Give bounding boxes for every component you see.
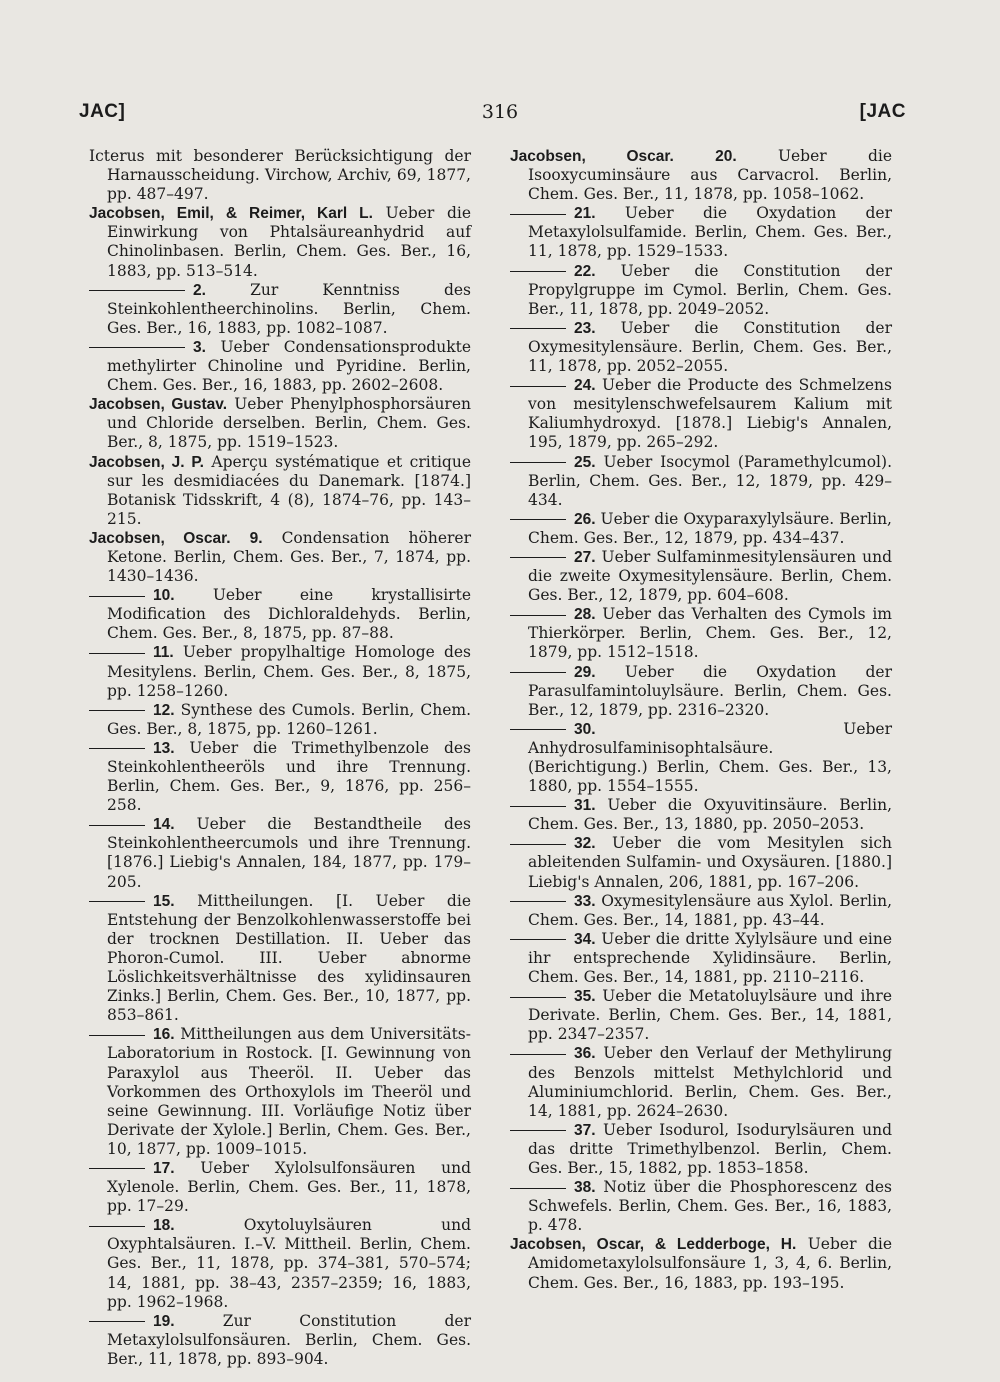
entry-text: Ueber Sulfaminmesitylensäuren und die zweite Oxymesitylensäure. Berlin, Chem. Ges. Ber., 12, 1879, pp. 604–608. [528,547,892,605]
bibliography-entry [89,586,471,643]
entry-number: 38. [574,1179,596,1197]
ditto-rule [510,1130,566,1131]
entry-text: Ueber die Oxyparaxylylsäure. Berlin, Chem. Ges. Ber., 12, 1879, pp. 434–437. [528,509,892,547]
entry-text: Ueber das Verhalten des Cymols im Thierkörper. Berlin, Chem. Ges. Ber., 12, 1879, pp. 1512–1518. [528,605,892,662]
entry-number: 24. [574,377,596,395]
entry-text: Aperçu systématique et critique sur les desmidiacées du Danemark. [1874.] Botanisk Tidsskrift, 4 (8), 1874–76, pp. 143–215. [107,452,471,528]
entry-text: Oxytoluylsäuren und Oxyphtalsäuren. I.–V. Mittheil. Berlin, Chem. Ges. Ber., 11, 1878, pp. 374–381, 570–574; 14, 1881, pp. 38–43, 2357–2359; 16, 1883, pp. 1962–1968. [107,1216,471,1311]
entry-number: 30. [574,720,596,738]
entry-number: 10. [153,587,175,605]
ditto-rule [510,844,566,845]
bibliography-entry [510,663,892,720]
entry-number: 19. [153,1312,175,1330]
bibliography-entry [89,701,471,739]
entry-number: 37. [574,1121,596,1139]
entry-text: Ueber die Amidometaxylolsulfonsäure 1, 3, 4, 6. Berlin, Chem. Ges. Ber., 16, 1883, pp. 193–195. [528,1235,892,1292]
ditto-rule [89,710,145,711]
entry-text: Ueber die Bestandtheile des Steinkohlentheercumols und ihre Trennung. [1876.] Liebig's Annalen, 184, 1877, pp. 179–205. [107,815,471,891]
left-column [89,147,471,1369]
running-head-right: [JAC [859,101,906,122]
bibliography-entry [89,1025,471,1159]
bibliography-entry [89,395,471,452]
bibliography-entry [510,720,892,796]
entry-author: Jacobsen, Oscar. [510,148,674,165]
ditto-rule [510,997,566,998]
entry-author: Jacobsen, Emil, & Reimer, Karl L. [89,205,373,223]
bibliography-entry [510,147,892,204]
entry-number: 12. [153,701,175,719]
entry-text: Ueber den Verlauf der Methylirung des Benzols mittelst Methylchlorid und Aluminiumchlorid. Berlin, Chem. Ges. Ber., 14, 1881, pp. 2624–2630. [528,1044,892,1120]
entry-author: Jacobsen, Oscar. [89,529,231,547]
entry-text: Ueber die Trimethylbenzole des Steinkohlentheeröls und ihre Trennung. Berlin, Chem. Ges. Ber., 9, 1876, pp. 256–258. [107,738,471,815]
bibliography-entry [510,510,892,548]
entry-number: 3. [193,338,206,356]
entry-text: Ueber die Metatoluylsäure und ihre Derivate. Berlin, Chem. Ges. Ber., 14, 1881, pp. 2347–2357. [528,987,892,1044]
entry-text: Zur Constitution der Metaxylolsulfonsäuren. Berlin, Chem. Ges. Ber., 11, 1878, pp. 893–904. [107,1311,471,1368]
entry-number: 17. [153,1159,175,1177]
ditto-rule [510,615,566,616]
entry-text: Ueber eine krystallisirte Modification des Dichloraldehyds. Berlin, Chem. Ges. Ber., 8, 1875, pp. 87–88. [107,586,471,643]
bibliography-entry [510,548,892,605]
entry-number: 18. [153,1217,175,1235]
entry-number: 23. [574,319,596,337]
bibliography-entry [89,453,471,529]
bibliography-entry [89,1216,471,1311]
entry-author: Jacobsen, Oscar, & Ledderboge, H. [510,1236,797,1254]
entry-author: Jacobsen, Gustav. [89,396,228,414]
ditto-rule [510,386,566,387]
ditto-rule [89,1226,145,1227]
ditto-rule [89,1321,145,1322]
entry-text: Icterus mit besonderer Berücksichtigung der Harnausscheidung. Virchow, Archiv, 69, 1877, pp. 487–497. [89,147,471,204]
entry-text: Ueber Isocymol (Paramethylcumol). Berlin, Chem. Ges. Ber., 12, 1879, pp. 429–434. [528,452,892,509]
entry-number: 2. [193,281,206,299]
ditto-rule [510,271,566,272]
ditto-rule [510,462,566,463]
entry-number: 13. [153,739,175,757]
entry-text: Ueber die Constitution der Oxymesitylensäure. Berlin, Chem. Ges. Ber., 11, 1878, pp. 2052–2055. [528,318,892,376]
bibliography-entry [510,892,892,930]
entry-text: Condensation höherer Ketone. Berlin, Chem. Ges. Ber., 7, 1874, pp. 1430–1436. [107,528,471,586]
entry-text: Ueber die Oxydation der Metaxylolsulfamide. Berlin, Chem. Ges. Ber., 11, 1878, pp. 1529–1533. [528,204,892,261]
entry-text: Ueber Isodurol, Isodurylsäuren und das dritte Trimethylbenzol. Berlin, Chem. Ges. Ber., 15, 1882, pp. 1853–1858. [528,1120,892,1177]
entry-text: Zur Kenntniss des Steinkohlentheerchinolins. Berlin, Chem. Ges. Ber., 16, 1883, pp. 1082–1087. [107,280,471,337]
ditto-rule [89,1168,145,1169]
ditto-rule [89,901,145,902]
ditto-rule [510,806,566,807]
entry-text: Ueber Anhydrosulfaminisophtalsäure. (Berichtigung.) Berlin, Chem. Ges. Ber., 13, 1880, pp. 1554–1555. [528,719,892,796]
bibliography-entry [510,605,892,662]
entry-text: Notiz über die Phosphorescenz des Schwefels. Berlin, Chem. Ges. Ber., 16, 1883, p. 478. [528,1178,892,1235]
entry-text: Ueber die Einwirkung von Phtalsäureanhydrid auf Chinolinbasen. Berlin, Chem. Ges. Ber., 16, 1883, pp. 513–514. [107,204,471,280]
ditto-rule [510,519,566,520]
ditto-rule [89,596,145,597]
entry-number: 9. [249,529,263,547]
entry-number: 14. [153,816,175,834]
ditto-rule [89,653,145,654]
entry-number: 11. [153,644,174,662]
ditto-rule [510,1054,566,1055]
entry-text: Mittheilungen aus dem Universitäts-Laboratorium in Rostock. [I. Gewinnung von Paraxylol aus Theeröl. II. Ueber das Vorkommen des Orthoxylols im Theeröl und seine Gewinnung. III. Vorläufige Notiz über Derivate der Xylole.] Berlin, Chem. Ges. Ber., 10, 1877, pp. 1009–1015. [107,1025,471,1158]
entry-text: Ueber die dritte Xylylsäure und eine ihr entsprechende Xylidinsäure. Berlin, Chem. Ges. Ber., 14, 1881, pp. 2110–2116. [528,929,892,987]
bibliography-entry [510,796,892,834]
entry-text: Synthese des Cumols. Berlin, Chem. Ges. Ber., 8, 1875, pp. 1260–1261. [107,700,471,738]
entry-number: 32. [574,835,596,853]
entry-number: 20. [715,148,737,165]
entry-text: Mittheilungen. [I. Ueber die Entstehung der Benzolkohlenwasserstoffe bei der trocknen Destillation. II. Ueber das Phoron-Cumol. III. Ueber abnorme Löslichkeitsverhältnisse des xylidinsauren Zinks.] Berlin, Chem. Ges. Ber., 10, 1877, pp. 853–861. [107,891,471,1025]
bibliography-entry [89,281,471,338]
bibliography-entry [510,204,892,261]
entry-text: Ueber propylhaltige Homologe des Mesitylens. Berlin, Chem. Ges. Ber., 8, 1875, pp. 1258–1260. [107,643,471,700]
entry-number: 25. [574,453,596,471]
entry-number: 16. [153,1026,175,1044]
ditto-rule [510,729,566,730]
ditto-rule [510,901,566,902]
bibliography-entry [89,204,471,280]
entry-text: Ueber die Constitution der Propylgruppe im Cymol. Berlin, Chem. Ges. Ber., 11, 1878, pp. 2049–2052. [528,261,892,318]
bibliography-entry [89,892,471,1026]
bibliography-entry [89,338,471,395]
entry-number: 29. [574,663,596,681]
running-head-left: JAC] [79,101,126,122]
bibliography-entry [510,1235,892,1292]
entry-number: 33. [574,892,596,910]
entry-text: Ueber die vom Mesitylen sich ableitenden Sulfamin- und Oxysäuren. [1880.] Liebig's Annalen, 206, 1881, pp. 167–206. [528,834,892,891]
bibliography-entry [510,319,892,376]
bibliography-entry [89,1159,471,1216]
ditto-rule [89,290,185,291]
bibliography-entry [89,815,471,891]
entry-author: Jacobsen, J. P. [89,453,204,471]
bibliography-entry [510,1178,892,1235]
bibliography-entry [89,529,471,586]
entry-text: Ueber Phenylphosphorsäuren und Chloride derselben. Berlin, Chem. Ges. Ber., 8, 1875, pp. 1519–1523. [107,395,471,452]
entry-number: 31. [574,797,596,815]
ditto-rule [510,557,566,558]
bibliography-entry [510,834,892,891]
bibliography-entry [89,643,471,700]
entry-text: Ueber die Isooxycuminsäure aus Carvacrol. Berlin, Chem. Ges. Ber., 11, 1878, pp. 1058–1062. [528,147,892,204]
entry-number: 26. [574,510,596,528]
bibliography-entry [510,453,892,510]
ditto-rule [510,214,566,215]
bibliography-entry [510,987,892,1044]
entry-text: Ueber Xylolsulfonsäuren und Xylenole. Berlin, Chem. Ges. Ber., 11, 1878, pp. 17–29. [107,1158,471,1216]
bibliography-entry [510,1044,892,1120]
page-number: 316 [481,101,519,123]
entry-number: 36. [574,1045,596,1063]
ditto-rule [89,825,145,826]
bibliography-entry [89,147,471,204]
bibliography-entry [510,930,892,987]
ditto-rule [510,939,566,940]
entry-number: 15. [153,892,175,910]
bibliography-entry [510,376,892,452]
ditto-rule [89,347,185,348]
entry-number: 21. [574,205,596,223]
ditto-rule [510,672,566,673]
bibliography-entry [510,262,892,319]
entry-text: Ueber die Oxydation der Parasulfamintoluylsäure. Berlin, Chem. Ges. Ber., 12, 1879, pp. 2316–2320. [528,662,892,719]
entry-text: Ueber die Oxyuvitinsäure. Berlin, Chem. Ges. Ber., 13, 1880, pp. 2050–2053. [528,796,892,834]
ditto-rule [89,748,145,749]
entry-number: 27. [574,548,596,566]
entry-number: 28. [574,606,596,624]
entry-number: 35. [574,988,596,1006]
bibliography-entry [510,1121,892,1178]
right-column [510,147,892,1293]
ditto-rule [510,1188,566,1189]
bibliography-entry [89,1312,471,1369]
entry-number: 34. [574,930,596,948]
ditto-rule [89,1035,145,1036]
entry-text: Oxymesitylensäure aus Xylol. Berlin, Chem. Ges. Ber., 14, 1881, pp. 43–44. [528,891,892,929]
entry-number: 22. [574,262,596,280]
entry-text: Ueber Condensationsprodukte methylirter Chinoline und Pyridine. Berlin, Chem. Ges. Ber., 16, 1883, pp. 2602–2608. [107,337,471,395]
bibliography-entry [89,739,471,815]
ditto-rule [510,328,566,329]
entry-text: Ueber die Producte des Schmelzens von mesitylenschwefelsaurem Kalium mit Kaliumhydroxyd. [1878.] Liebig's Annalen, 195, 1879, pp. 265–292. [528,376,892,452]
